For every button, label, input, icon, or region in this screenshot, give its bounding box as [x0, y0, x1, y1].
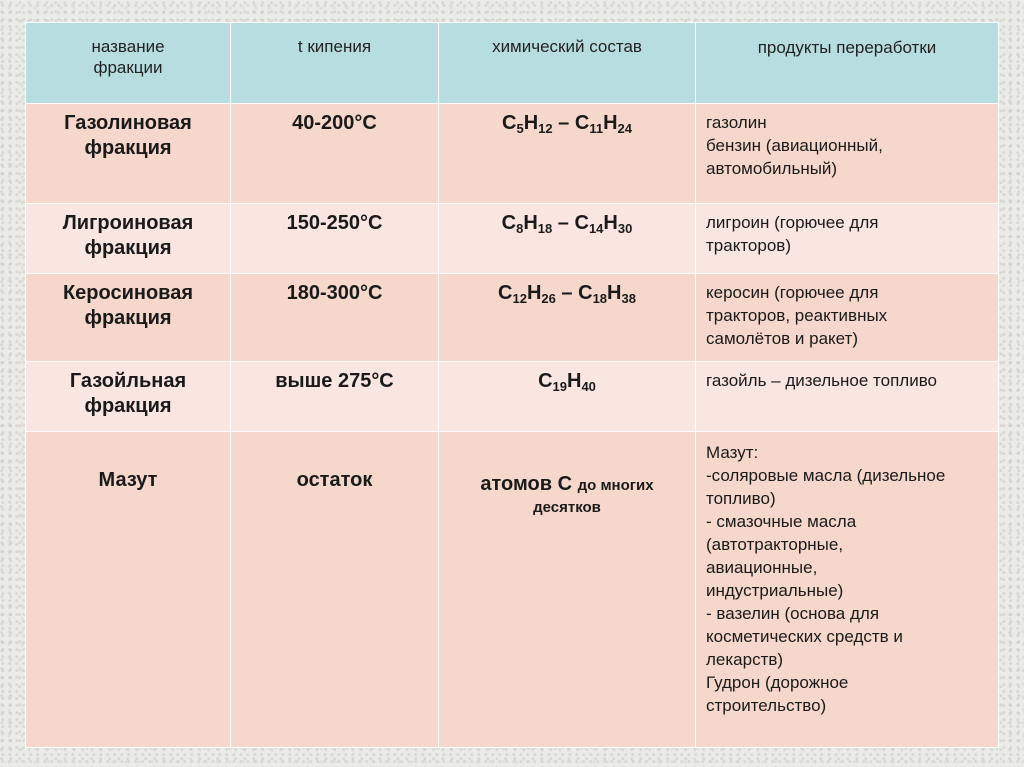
formula-element: H: [523, 112, 539, 134]
formula-subscript: 19: [552, 379, 567, 394]
formula-subscript: 14: [588, 221, 604, 236]
formula-element: H: [603, 212, 618, 234]
boiling-point-cell: выше 275°C: [231, 362, 439, 432]
boiling-point-cell: остаток: [231, 432, 439, 748]
fraction-name-line: Лигроиновая: [62, 212, 194, 234]
fraction-name-cell: [26, 104, 231, 204]
formula-subscript: 30: [617, 221, 633, 236]
product-line: лекарств): [706, 650, 784, 669]
formula-element: C: [578, 282, 593, 304]
composition-cell: [439, 432, 696, 748]
product-line: керосин (горючее для: [706, 283, 879, 302]
header-fraction-name-line-1: название фракции: [91, 37, 165, 77]
formula-element: C: [498, 282, 513, 304]
formula-subscript: 12: [538, 121, 553, 136]
composition-cell: [439, 104, 696, 204]
products-cell: [696, 204, 999, 274]
fraction-name-line: Газолиновая: [64, 112, 192, 134]
product-line: косметических средств и: [706, 627, 903, 646]
formula-subscript: 12: [512, 291, 527, 306]
formula-element: H: [607, 282, 622, 304]
formula-separator: –: [552, 112, 575, 134]
fraction-name-cell: [26, 362, 231, 432]
table-row: [26, 432, 999, 748]
formula-subscript: 40: [581, 379, 596, 394]
table-row: [26, 362, 999, 432]
product-line: Мазут:: [706, 443, 759, 462]
header-boiling-point: t кипения: [231, 23, 439, 104]
fraction-name-line: фракция: [84, 307, 172, 329]
product-line: топливо): [706, 489, 776, 508]
product-line: бензин (авиационный,: [706, 136, 883, 155]
product-line: - вазелин (основа для: [706, 604, 880, 623]
product-line: автомобильный): [706, 159, 838, 178]
petroleum-fractions-table: [25, 22, 999, 748]
fraction-name-cell: [26, 432, 231, 748]
formula-element: C: [502, 112, 517, 134]
composition-cell: [439, 204, 696, 274]
fraction-name-cell: [26, 204, 231, 274]
composition-tail: до многих: [577, 477, 654, 494]
fraction-name-line: фракция: [84, 137, 172, 159]
table-row: [26, 104, 999, 204]
formula-element: C: [501, 212, 517, 234]
product-line: Гудрон (дорожное: [706, 673, 849, 692]
formula-subscript: 24: [617, 121, 632, 136]
product-line: индустриальные): [706, 581, 844, 600]
boiling-point-cell: 40-200°C: [231, 104, 439, 204]
product-line: тракторов, реактивных: [706, 306, 888, 325]
formula-subscript: 8: [516, 221, 524, 236]
formula-element: C: [574, 212, 589, 234]
boiling-point-cell: 150-250°C: [231, 204, 439, 274]
composition-main: атомов С: [480, 473, 573, 495]
header-chemical-composition: химический состав: [439, 23, 696, 104]
fraction-name-cell: [26, 274, 231, 362]
formula-subscript: 18: [592, 291, 608, 306]
formula-element: H: [526, 282, 542, 304]
fraction-name-line: Мазут: [98, 469, 158, 491]
product-line: (автотракторные,: [706, 535, 844, 554]
products-cell: [696, 274, 999, 362]
products-cell: [696, 432, 999, 748]
formula-subscript: 11: [589, 121, 604, 136]
table-header-row: [26, 23, 999, 104]
boiling-point-cell: 180-300°C: [231, 274, 439, 362]
product-line: лигроин (горючее для: [706, 213, 879, 232]
formula-separator: –: [552, 212, 575, 234]
formula-element: C: [538, 370, 553, 392]
table-row: [26, 204, 999, 274]
formula-element: C: [574, 112, 590, 134]
products-cell: [696, 104, 999, 204]
fraction-name-line: Керосиновая: [62, 282, 194, 304]
table-row: [26, 274, 999, 362]
formula-element: H: [567, 370, 582, 392]
product-line: -соляровые масла (дизельное: [706, 466, 946, 485]
fraction-name-line: Газойльная: [69, 370, 187, 392]
composition-cell: [439, 274, 696, 362]
product-line: тракторов): [706, 236, 791, 255]
formula-separator: –: [555, 282, 579, 304]
formula-subscript: 18: [537, 221, 553, 236]
header-refined-products: продукты переработки: [696, 23, 999, 104]
products-cell: [696, 362, 999, 432]
product-line: газойль – дизельное топливо: [706, 371, 937, 390]
product-line: - смазочные масла: [706, 512, 857, 531]
product-line: строительство): [706, 696, 827, 715]
product-line: газолин: [706, 113, 767, 132]
composition-cell: [439, 362, 696, 432]
header-fraction-name: [26, 23, 231, 104]
formula-subscript: 26: [541, 291, 556, 306]
fraction-name-line: фракция: [84, 395, 172, 417]
formula-element: H: [523, 212, 538, 234]
formula-subscript: 38: [621, 291, 636, 306]
composition-tail: десятков: [533, 499, 601, 516]
product-line: авиационные,: [706, 558, 818, 577]
formula-element: H: [603, 112, 618, 134]
fraction-name-line: фракция: [84, 237, 172, 259]
slide: [25, 22, 998, 748]
product-line: самолётов и ракет): [706, 329, 858, 348]
formula-subscript: 5: [516, 121, 524, 136]
